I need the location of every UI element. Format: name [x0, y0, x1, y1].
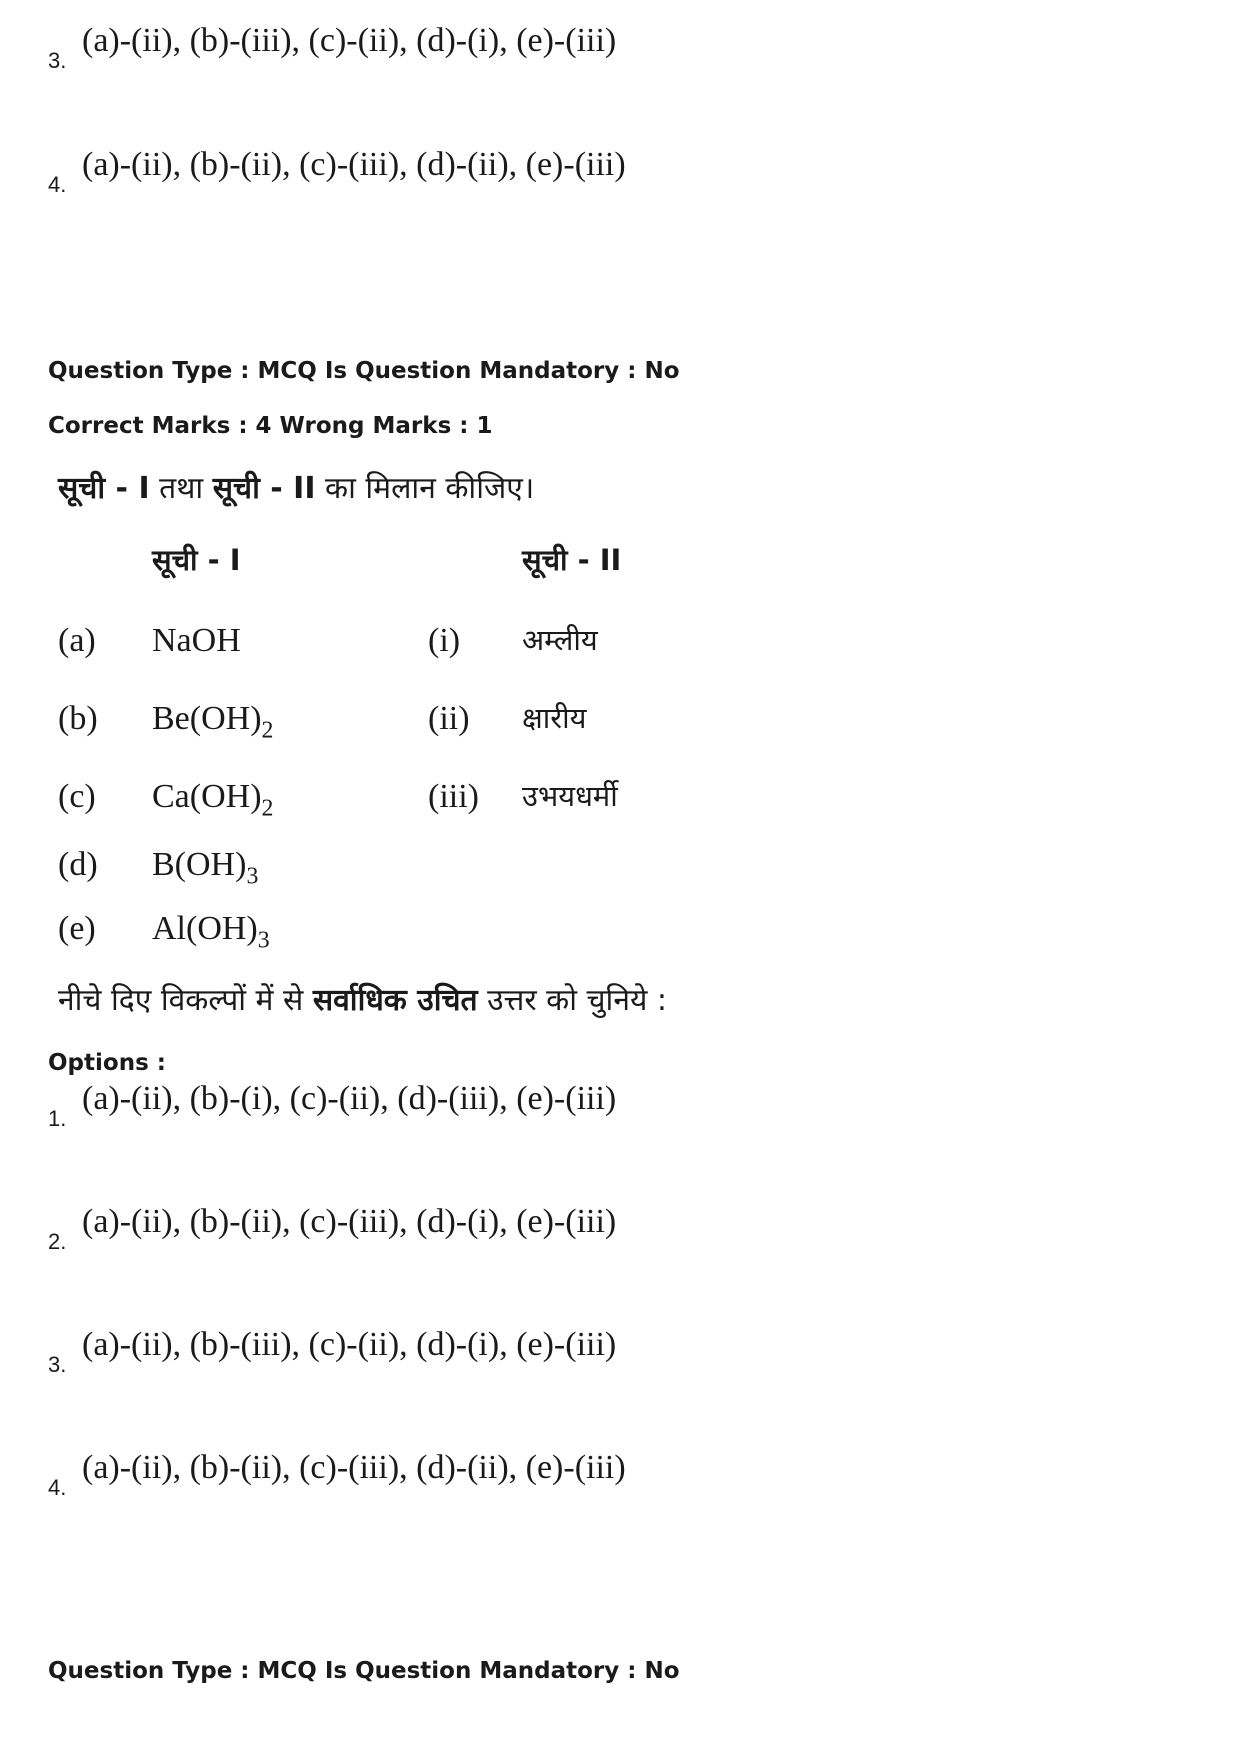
list1-formula-c — [152, 778, 273, 822]
option-text: (a)-(ii), (b)-(iii), (c)-(ii), (d)-(i), (e)-(iii) — [82, 22, 617, 59]
formula-subscript: 2 — [261, 717, 274, 744]
formula-text: NaOH — [152, 622, 241, 659]
option-4[interactable] — [48, 1449, 626, 1500]
option-number: 4. — [48, 172, 67, 197]
instruction-list1: सूची - I — [58, 471, 150, 506]
list1-formula-a — [152, 622, 241, 660]
list2-label-ii: (ii) — [428, 700, 470, 737]
list2-text-i: अम्लीय — [522, 623, 598, 657]
formula-subscript: 3 — [246, 863, 259, 890]
list1-header: सूची - I — [152, 543, 241, 577]
prev-option-3 — [48, 22, 617, 73]
list2-header: सूची - II — [522, 543, 622, 577]
options-label: Options : — [48, 1050, 166, 1076]
option-number: 1. — [48, 1106, 67, 1131]
formula-subscript: 2 — [261, 795, 274, 822]
choose-part3: उत्तर को चुनिये : — [477, 983, 668, 1018]
prev-option-4 — [48, 146, 626, 197]
option-1[interactable] — [48, 1080, 617, 1131]
list1-label-a: (a) — [58, 622, 96, 659]
formula-subscript: 3 — [257, 927, 270, 954]
option-number: 3. — [48, 1352, 67, 1377]
option-number: 2. — [48, 1229, 67, 1254]
list2-text-ii: क्षारीय — [522, 701, 587, 735]
option-3[interactable] — [48, 1326, 617, 1377]
list2-text-iii: उभयधर्मी — [522, 779, 618, 813]
question-type-line: Question Type : MCQ Is Question Mandatory : No — [48, 358, 680, 384]
option-text: (a)-(ii), (b)-(i), (c)-(ii), (d)-(iii), (e)-(iii) — [82, 1080, 617, 1117]
option-2[interactable] — [48, 1203, 617, 1254]
instruction-and: तथा — [149, 471, 213, 506]
formula-text: Al(OH) — [152, 910, 258, 947]
choose-bold: सर्वाधिक उचित — [312, 983, 478, 1018]
list2-label-i: (i) — [428, 622, 461, 659]
next-question-type-line: Question Type : MCQ Is Question Mandatory : No — [48, 1658, 680, 1684]
list1-label-b: (b) — [58, 700, 98, 737]
match-instruction — [58, 466, 534, 507]
option-number: 4. — [48, 1475, 67, 1500]
list1-formula-e — [152, 910, 270, 954]
choose-instruction — [58, 978, 667, 1019]
option-text: (a)-(ii), (b)-(iii), (c)-(ii), (d)-(i), (e)-(iii) — [82, 1326, 617, 1363]
list1-label-c: (c) — [58, 778, 96, 815]
list2-label-iii: (iii) — [428, 778, 479, 815]
instruction-rest: का मिलान कीजिए। — [315, 471, 535, 506]
option-text: (a)-(ii), (b)-(ii), (c)-(iii), (d)-(i), (e)-(iii) — [82, 1203, 617, 1240]
formula-text: Ca(OH) — [152, 778, 262, 815]
marks-line: Correct Marks : 4 Wrong Marks : 1 — [48, 413, 493, 439]
option-text: (a)-(ii), (b)-(ii), (c)-(iii), (d)-(ii), (e)-(iii) — [82, 1449, 626, 1486]
choose-part1: नीचे दिए विकल्पों में से — [58, 983, 313, 1018]
formula-text: B(OH) — [152, 846, 247, 883]
list1-label-d: (d) — [58, 846, 98, 883]
option-number: 3. — [48, 48, 67, 73]
formula-text: Be(OH) — [152, 700, 262, 737]
list1-formula-b — [152, 700, 273, 744]
list1-formula-d — [152, 846, 258, 890]
instruction-list2: सूची - II — [212, 471, 316, 506]
option-text: (a)-(ii), (b)-(ii), (c)-(iii), (d)-(ii), (e)-(iii) — [82, 146, 626, 183]
list1-label-e: (e) — [58, 910, 96, 947]
